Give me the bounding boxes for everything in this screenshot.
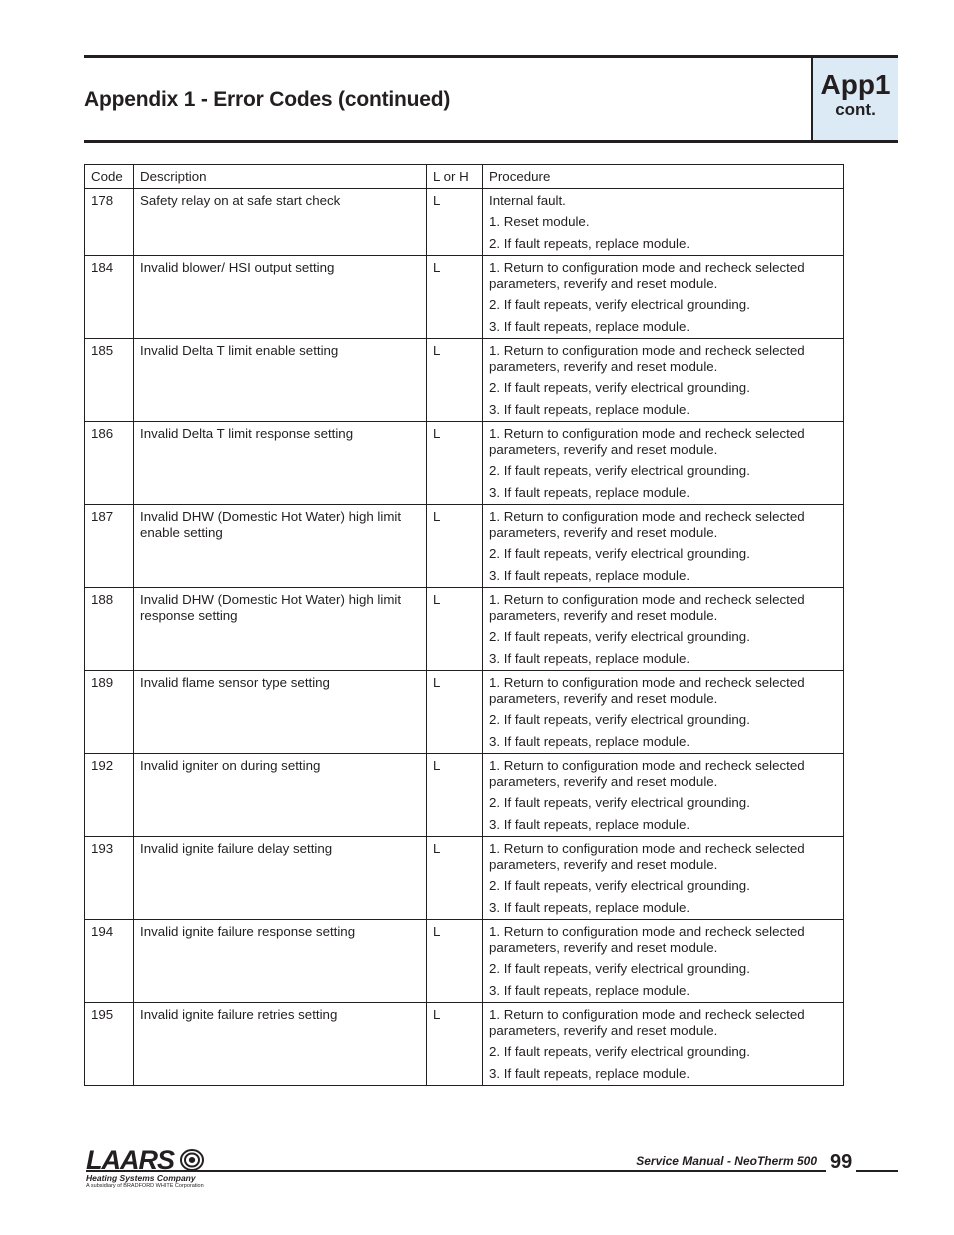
- error-description: Invalid ignite failure delay setting: [134, 837, 427, 920]
- procedure-step: 2. If fault repeats, verify electrical grounding.: [489, 712, 750, 727]
- procedure-step: 2. If fault repeats, verify electrical grounding.: [489, 1044, 750, 1059]
- table-row: [85, 920, 844, 1003]
- procedure-step: 2. If fault repeats, verify electrical grounding.: [489, 878, 750, 893]
- procedure-step: 1. Return to configuration mode and recheck selected parameters, reverify and reset module.: [489, 343, 805, 374]
- error-procedure: [483, 1003, 844, 1086]
- header-bottom-rule: [84, 140, 898, 143]
- procedure-step: 3. If fault repeats, replace module.: [489, 1065, 691, 1081]
- error-procedure: [483, 505, 844, 588]
- error-code: 185: [85, 339, 134, 422]
- procedure-step: 3. If fault repeats, replace module.: [489, 401, 691, 417]
- error-description: Safety relay on at safe start check: [134, 188, 427, 256]
- procedure-step: 2. If fault repeats, verify electrical grounding.: [489, 297, 750, 312]
- error-code: 178: [85, 188, 134, 256]
- procedure-step: 2. If fault repeats, verify electrical grounding.: [489, 463, 750, 478]
- procedure-step: 2. If fault repeats, verify electrical grounding.: [489, 961, 750, 976]
- error-description: Invalid igniter on during setting: [134, 754, 427, 837]
- error-procedure: [483, 754, 844, 837]
- error-description: Invalid Delta T limit response setting: [134, 422, 427, 505]
- section-tab-sublabel: cont.: [835, 100, 876, 119]
- column-header-procedure: Procedure: [483, 165, 844, 189]
- logo-wordmark: LAARS: [86, 1145, 174, 1175]
- error-description: Invalid DHW (Domestic Hot Water) high limit response setting: [134, 588, 427, 671]
- header-top-rule: [84, 55, 898, 58]
- error-level: L: [427, 505, 483, 588]
- column-header-code: Code: [85, 165, 134, 189]
- procedure-step: 1. Return to configuration mode and recheck selected parameters, reverify and reset module.: [489, 841, 805, 872]
- logo-subsidiary: A subsidiary of BRADFORD WHITE Corporation: [86, 1183, 204, 1189]
- procedure-step: 1. Return to configuration mode and recheck selected parameters, reverify and reset module.: [489, 1007, 805, 1038]
- error-code: 192: [85, 754, 134, 837]
- error-description: Invalid flame sensor type setting: [134, 671, 427, 754]
- section-tab: [811, 58, 898, 140]
- table-row: [85, 671, 844, 754]
- logo-tagline: Heating Systems Company: [86, 1173, 196, 1183]
- page-title: Appendix 1 - Error Codes (continued): [84, 88, 451, 111]
- error-level: L: [427, 588, 483, 671]
- manual-title: Service Manual - NeoTherm 500: [630, 1154, 817, 1168]
- logo-swirl-icon: [179, 1148, 205, 1172]
- error-description: Invalid Delta T limit enable setting: [134, 339, 427, 422]
- table-row: [85, 339, 844, 422]
- procedure-step: 3. If fault repeats, replace module.: [489, 982, 691, 998]
- procedure-step: 1. Return to configuration mode and recheck selected parameters, reverify and reset module.: [489, 426, 805, 457]
- error-procedure: [483, 339, 844, 422]
- table-row: [85, 588, 844, 671]
- error-code: 184: [85, 256, 134, 339]
- table-row: [85, 422, 844, 505]
- procedure-step: Internal fault.: [489, 192, 566, 208]
- procedure-step: 1. Return to configuration mode and recheck selected parameters, reverify and reset module.: [489, 924, 805, 955]
- procedure-step: 1. Return to configuration mode and recheck selected parameters, reverify and reset module.: [489, 509, 805, 540]
- table-header-row: [85, 165, 844, 189]
- error-code: 188: [85, 588, 134, 671]
- error-code: 195: [85, 1003, 134, 1086]
- error-procedure: [483, 256, 844, 339]
- procedure-step: 2. If fault repeats, verify electrical grounding.: [489, 795, 750, 810]
- error-code: 194: [85, 920, 134, 1003]
- table-row: [85, 505, 844, 588]
- laars-logo: [86, 1146, 216, 1192]
- procedure-step: 1. Reset module.: [489, 214, 590, 229]
- error-procedure: [483, 588, 844, 671]
- error-procedure: [483, 422, 844, 505]
- error-code: 189: [85, 671, 134, 754]
- procedure-step: 1. Return to configuration mode and recheck selected parameters, reverify and reset module.: [489, 260, 805, 291]
- error-level: L: [427, 671, 483, 754]
- error-code: 193: [85, 837, 134, 920]
- procedure-step: 3. If fault repeats, replace module.: [489, 899, 691, 915]
- error-description: Invalid DHW (Domestic Hot Water) high limit enable setting: [134, 505, 427, 588]
- procedure-step: 2. If fault repeats, verify electrical grounding.: [489, 629, 750, 644]
- error-level: L: [427, 256, 483, 339]
- error-codes-table: [84, 164, 844, 1086]
- table-row: [85, 837, 844, 920]
- error-code: 187: [85, 505, 134, 588]
- table-row: [85, 256, 844, 339]
- error-level: L: [427, 754, 483, 837]
- procedure-step: 3. If fault repeats, replace module.: [489, 733, 691, 749]
- procedure-step: 3. If fault repeats, replace module.: [489, 484, 691, 500]
- procedure-step: 3. If fault repeats, replace module.: [489, 318, 691, 334]
- table-row: [85, 188, 844, 256]
- procedure-step: 2. If fault repeats, verify electrical grounding.: [489, 546, 750, 561]
- error-procedure: [483, 671, 844, 754]
- error-description: Invalid blower/ HSI output setting: [134, 256, 427, 339]
- error-code: 186: [85, 422, 134, 505]
- column-header-description: Description: [134, 165, 427, 189]
- table-row: [85, 1003, 844, 1086]
- section-tab-label: App1: [820, 69, 891, 100]
- error-procedure: [483, 920, 844, 1003]
- error-level: L: [427, 422, 483, 505]
- error-level: L: [427, 339, 483, 422]
- page-number: 99: [826, 1151, 856, 1174]
- error-procedure: [483, 837, 844, 920]
- error-level: L: [427, 837, 483, 920]
- procedure-step: 2. If fault repeats, replace module.: [489, 235, 691, 251]
- procedure-step: 1. Return to configuration mode and recheck selected parameters, reverify and reset module.: [489, 675, 805, 706]
- error-level: L: [427, 1003, 483, 1086]
- column-header-level: L or H: [427, 165, 483, 189]
- table-row: [85, 754, 844, 837]
- error-level: L: [427, 188, 483, 256]
- error-procedure: [483, 188, 844, 256]
- error-level: L: [427, 920, 483, 1003]
- procedure-step: 3. If fault repeats, replace module.: [489, 816, 691, 832]
- procedure-step: 1. Return to configuration mode and recheck selected parameters, reverify and reset module.: [489, 592, 805, 623]
- procedure-step: 3. If fault repeats, replace module.: [489, 567, 691, 583]
- procedure-step: 2. If fault repeats, verify electrical grounding.: [489, 380, 750, 395]
- procedure-step: 3. If fault repeats, replace module.: [489, 650, 691, 666]
- error-description: Invalid ignite failure retries setting: [134, 1003, 427, 1086]
- error-description: Invalid ignite failure response setting: [134, 920, 427, 1003]
- procedure-step: 1. Return to configuration mode and recheck selected parameters, reverify and reset module.: [489, 758, 805, 789]
